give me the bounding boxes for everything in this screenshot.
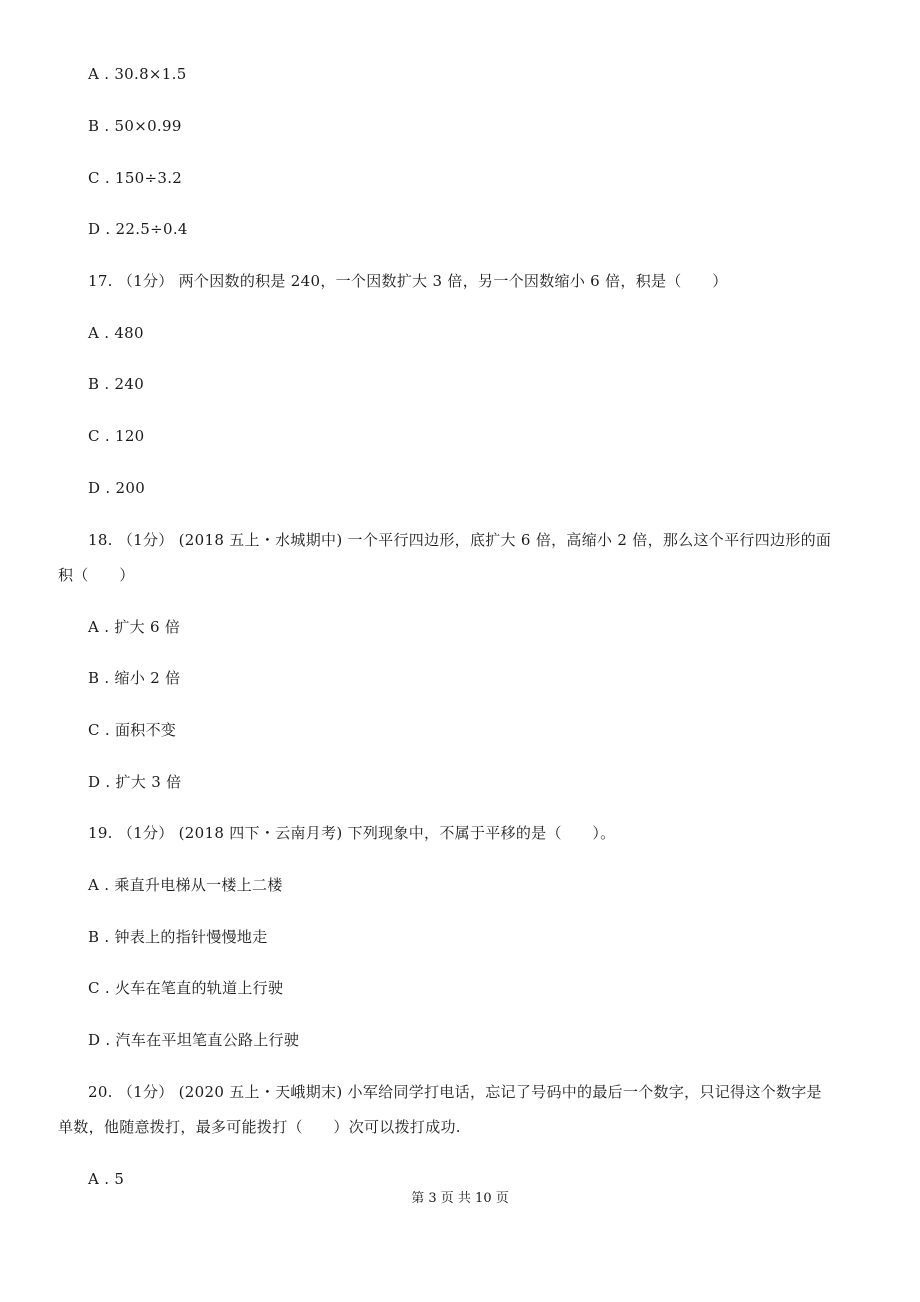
- q19-option-d: D . 汽车在平坦笔直公路上行驶: [88, 1031, 300, 1049]
- q17-option-b: B . 240: [88, 375, 145, 393]
- q16-option-d: D . 22.5÷0.4: [88, 220, 188, 238]
- q19-stem: 19. （1分） (2018 四下・云南月考) 下列现象中，不属于平移的是（ ）。: [88, 824, 616, 842]
- q20-stem-line1: 20. （1分） (2020 五上・天峨期末) 小军给同学打电话，忘记了号码中的最后一个数字，只记得这个数字是: [88, 1083, 822, 1101]
- q18-option-a: A . 扩大 6 倍: [88, 618, 181, 636]
- q17-stem: 17. （1分） 两个因数的积是 240，一个因数扩大 3 倍，另一个因数缩小 6 倍，积是（ ）: [88, 272, 728, 290]
- q18-option-d: D . 扩大 3 倍: [88, 773, 182, 791]
- page-footer: 第 3 页 共 10 页: [411, 1191, 509, 1206]
- q19-option-b: B . 钟表上的指针慢慢地走: [88, 928, 268, 946]
- q16-option-c: C . 150÷3.2: [88, 169, 183, 187]
- q20-option-a: A . 5: [88, 1170, 125, 1188]
- q16-option-b: B . 50×0.99: [88, 117, 182, 135]
- q17-option-d: D . 200: [88, 479, 146, 497]
- q17-option-a: A . 480: [88, 324, 144, 342]
- q19-option-c: C . 火车在笔直的轨道上行驶: [88, 979, 284, 997]
- q18-option-b: B . 缩小 2 倍: [88, 669, 181, 687]
- q20-stem-line2: 单数，他随意拨打，最多可能拨打（ ）次可以拨打成功.: [58, 1118, 461, 1136]
- q17-option-c: C . 120: [88, 427, 145, 445]
- q18-stem-line2: 积（ ）: [58, 566, 135, 584]
- q18-option-c: C . 面积不变: [88, 721, 177, 739]
- q19-option-a: A . 乘直升电梯从一楼上二楼: [88, 876, 283, 894]
- q16-option-a: A . 30.8×1.5: [88, 65, 187, 83]
- q18-stem-line1: 18. （1分） (2018 五上・水城期中) 一个平行四边形，底扩大 6 倍，高缩小 2 倍，那么这个平行四边形的面: [88, 531, 832, 549]
